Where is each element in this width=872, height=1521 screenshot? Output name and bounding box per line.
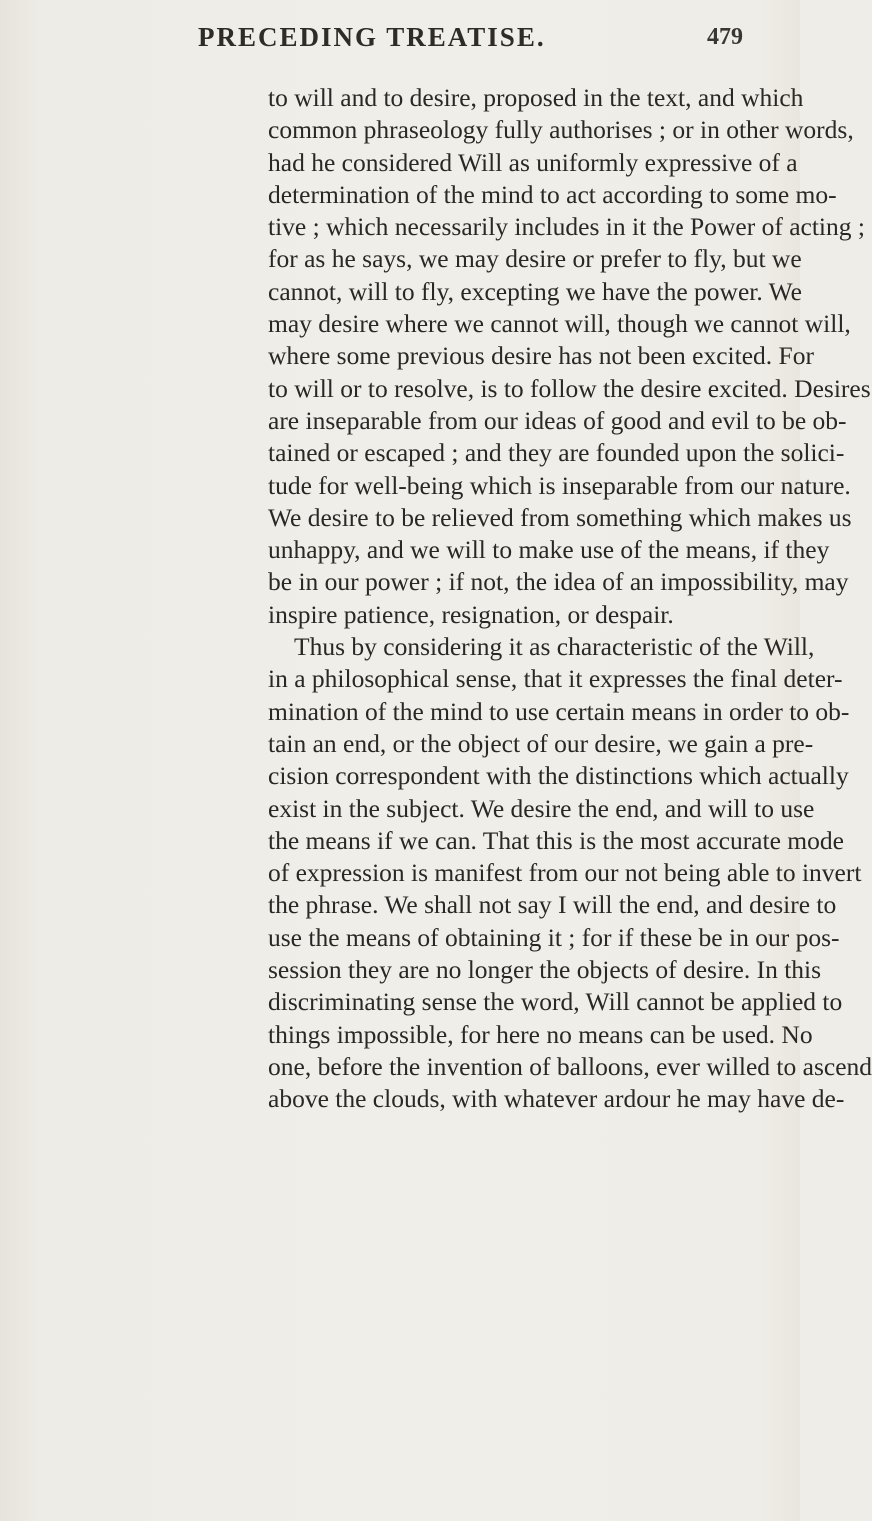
text-line: common phraseology fully authorises ; or in other words, xyxy=(268,115,854,145)
paragraph-first-line: Thus by considering it as characteristic of the Will, xyxy=(294,632,815,662)
text-line: in a philosophical sense, that it expresses the final deter- xyxy=(268,664,843,694)
text-line: We desire to be relieved from something which makes us xyxy=(268,502,852,532)
text-line: be in our power ; if not, the idea of an impossibility, may xyxy=(268,567,849,597)
text-line: of expression is manifest from our not being able to invert xyxy=(268,858,862,888)
running-title: PRECEDING TREATISE. xyxy=(198,22,546,52)
text-line: inspire patience, resignation, or despair. xyxy=(268,599,674,629)
text-line: session they are no longer the objects of desire. In this xyxy=(268,955,822,985)
text-line: above the clouds, with whatever ardour he may have de- xyxy=(268,1084,845,1114)
text-line: unhappy, and we will to make use of the means, if they xyxy=(268,535,830,565)
text-line: tained or escaped ; and they are founded upon the solici- xyxy=(268,438,845,468)
text-line: cannot, will to fly, excepting we have the power. We xyxy=(268,276,802,306)
text-line: are inseparable from our ideas of good and evil to be ob- xyxy=(268,405,847,435)
text-line: discriminating sense the word, Will cannot be applied to xyxy=(268,987,843,1017)
text-line: determination of the mind to act according to some mo- xyxy=(268,179,837,209)
text-line: one, before the invention of balloons, ever willed to ascend xyxy=(268,1051,872,1081)
text-line: for as he says, we may desire or prefer to fly, but we xyxy=(268,244,802,274)
body-text xyxy=(268,82,872,1116)
text-line: the phrase. We shall not say I will the end, and desire to xyxy=(268,890,837,920)
text-line: cision correspondent with the distinctions which actually xyxy=(268,761,849,791)
text-line: things impossible, for here no means can be used. No xyxy=(268,1019,813,1049)
page-number: 479 xyxy=(707,24,743,50)
text-line: tain an end, or the object of our desire, we gain a pre- xyxy=(268,728,814,758)
text-line: had he considered Will as uniformly expressive of a xyxy=(268,147,798,177)
text-line: exist in the subject. We desire the end, and will to use xyxy=(268,793,815,823)
text-line: use the means of obtaining it ; for if these be in our pos- xyxy=(268,922,840,952)
text-line: tude for well-being which is inseparable from our nature. xyxy=(268,470,851,500)
text-line: may desire where we cannot will, though we cannot will, xyxy=(268,309,851,339)
text-line: tive ; which necessarily includes in it the Power of acting ; xyxy=(268,212,865,242)
text-line: the means if we can. That this is the most accurate mode xyxy=(268,825,844,855)
text-line: to will or to resolve, is to follow the desire excited. Desires xyxy=(268,373,871,403)
text-line: to will and to desire, proposed in the text, and which xyxy=(268,83,804,112)
text-line: where some previous desire has not been excited. For xyxy=(268,341,814,371)
text-line: mination of the mind to use certain means in order to ob- xyxy=(268,696,850,726)
page-header xyxy=(0,22,800,62)
